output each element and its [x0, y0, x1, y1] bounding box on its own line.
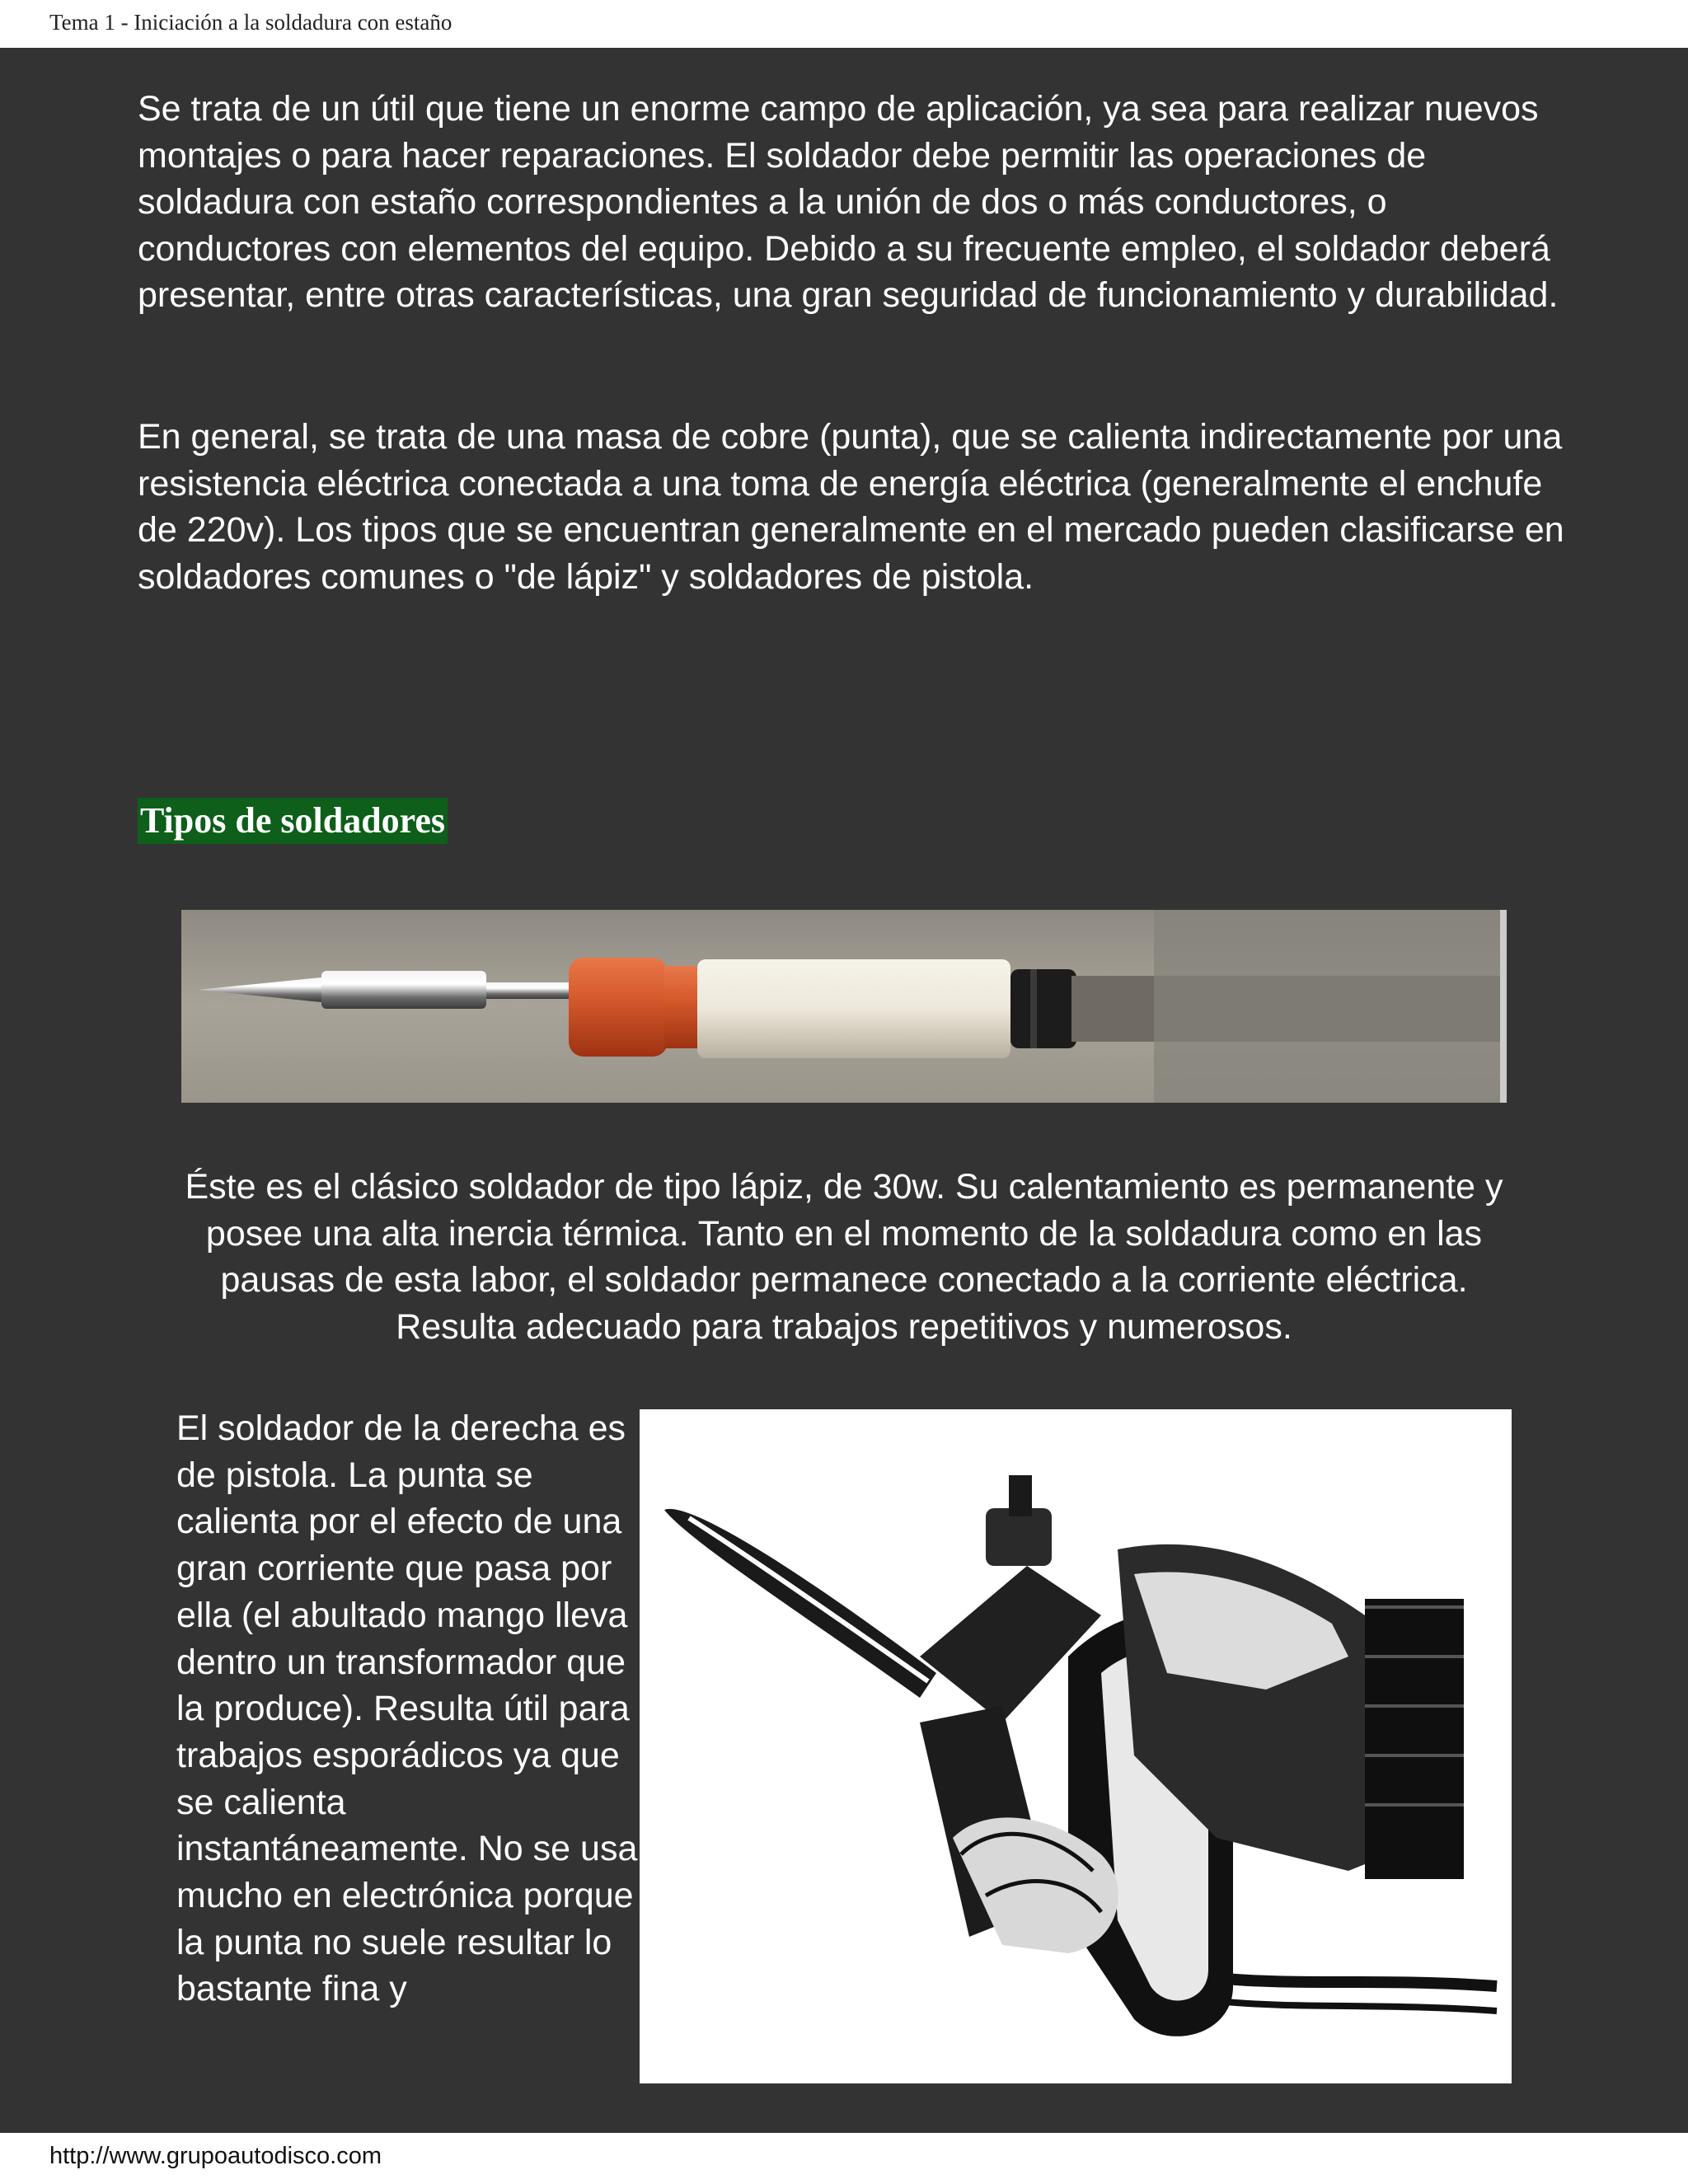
pistol-iron-description: El soldador de la derecha es de pistola. La punta se calienta por el efecto de una gran corriente que pasa por ella (el abultado mango lleva dentro un transformador que la produce). Resulta útil para trabajos esporádicos ya que se calienta instantáneamente. No se usa mucho en electrónica porque la punta no suele resultar lo bastante fina y [176, 1408, 638, 2009]
pencil-iron-caption: Éste es el clásico soldador de tipo lápiz, de 30w. Su calentamiento es permanente y posee una alta inercia térmica. Tanto en el momento de la soldadura como en las pausas de esta labor, el soldador permanece conectado a la corriente eléctrica. Resulta adecuado para trabajos repetitivos y numerosos. [185, 1167, 1503, 1347]
pistol-soldering-iron-image [640, 1409, 1512, 2083]
intro-paragraph: Se trata de un útil que tiene un enorme campo de aplicación, ya sea para realizar nuevos montajes o para hacer reparaciones. El soldador debe permitir las operaciones de soldadura con estaño correspondientes a la unión de dos o más conductores, o conductores con elementos del equipo. Debido a su frecuente empleo, el soldador deberá presentar, entre otras características, una gran seguridad de funcionamiento y durabilidad. [138, 89, 1559, 315]
page-header [0, 0, 1688, 48]
document-title: Tema 1 - Iniciación a la soldadura con estaño [49, 10, 452, 35]
footer-url: http://www.grupoautodisco.com [49, 2143, 382, 2169]
section-heading: Tipos de soldadores [138, 798, 448, 844]
pencil-soldering-iron-image [181, 910, 1507, 1103]
description-paragraph: En general, se trata de una masa de cobre (punta), que se calienta indirectamente por una resistencia eléctrica conectada a una toma de energía eléctrica (generalmente el enchufe de 220v). Los tipos que se encuentran generalmente en el mercado pueden clasificarse en soldadores comunes o "de lápiz" y soldadores de pistola. [138, 417, 1564, 597]
content-area [0, 48, 1688, 2133]
